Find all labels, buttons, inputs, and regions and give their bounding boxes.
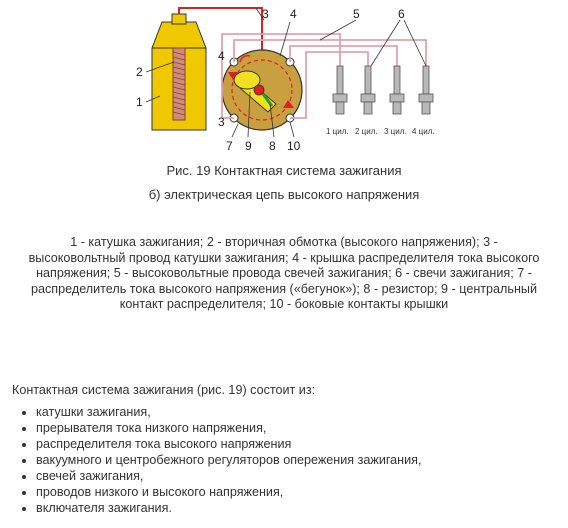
- components-list: [12, 404, 422, 516]
- cyl-label-3: 3 цил.: [384, 127, 407, 136]
- callout-1: 1: [136, 95, 143, 109]
- callout-9: 9: [245, 139, 252, 153]
- list-item: • прерывателя тока низкого напряжения,: [36, 420, 422, 436]
- figure-caption: Рис. 19 Контактная система зажигания: [166, 163, 402, 178]
- figure-legend: 1 - катушка зажигания; 2 - вторичная обмотка (высокого напряжения); 3 - высоковольтный провод катушки зажигания; 4 - крышка распределителя тока высокого напряжения; 5 - высоковольтные провода свечей зажигания; 6 - свечи зажигания; 7 - распределитель тока высокого напряжения («бегунок»); 8 - резистор; 9 - центральный контакт распределителя; 10 - боковые контакты крышки: [28, 235, 540, 312]
- callout-3-left: 3: [218, 115, 225, 129]
- list-item: • вакуумного и центробежного регуляторов опережения зажигания,: [36, 452, 422, 468]
- list-item: • распределителя тока высокого напряжения: [36, 436, 422, 452]
- callout-8: 8: [269, 139, 276, 153]
- list-item: • катушки зажигания,: [36, 404, 422, 420]
- callout-6: 6: [398, 7, 405, 21]
- callout-10: 10: [287, 139, 301, 153]
- spark-plugs: [326, 66, 435, 136]
- cyl-label-4: 4 цил.: [412, 127, 435, 136]
- callout-4-left: 4: [218, 49, 225, 63]
- cyl-label-1: 1 цил.: [326, 127, 349, 136]
- list-item: • свечей зажигания,: [36, 468, 422, 484]
- cyl-label-2: 2 цил.: [355, 127, 378, 136]
- callout-2: 2: [136, 65, 143, 79]
- figure-subcaption: б) электрическая цепь высокого напряжения: [148, 187, 420, 202]
- ignition-diagram: [0, 0, 568, 160]
- list-item: • включателя зажигания.: [36, 500, 422, 516]
- intro-text: Контактная система зажигания (рис. 19) состоит из:: [12, 383, 316, 397]
- ignition-coil: [152, 14, 206, 130]
- callout-5: 5: [353, 7, 360, 21]
- list-item: • проводов низкого и высокого напряжения,: [36, 484, 422, 500]
- callout-3-top: 3: [262, 7, 269, 21]
- callout-7: 7: [226, 139, 233, 153]
- callout-4-top: 4: [290, 7, 297, 21]
